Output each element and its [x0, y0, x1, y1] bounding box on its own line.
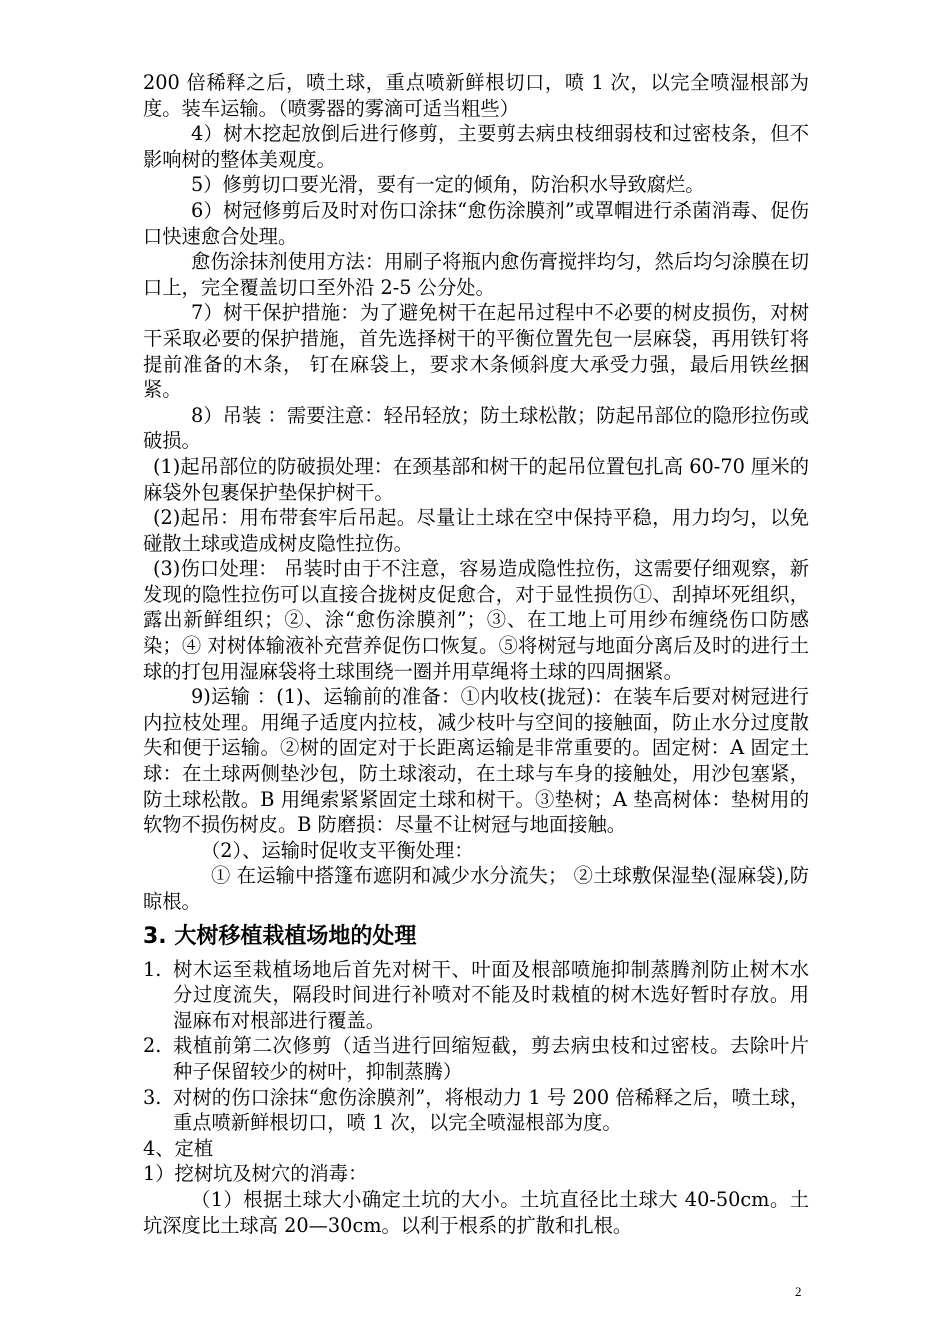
- paragraph: 4、定植: [143, 1136, 214, 1160]
- list-item: [143, 1033, 809, 1084]
- page-number: 2: [795, 1284, 802, 1299]
- list-item-text: 栽植前第二次修剪（适当进行回缩短截，剪去病虫枝和过密枝。去除叶片种子保留较少的树叶，抑制蒸腾）: [173, 1034, 809, 1083]
- list-item-text: 树木运至栽植场地后首先对树干、叶面及根部喷施抑制蒸腾剂防止树木水分过度流失，隔段时间进行补喷对不能及时栽植的树木选好暂时存放。用湿麻布对根部进行覆盖。: [173, 957, 809, 1032]
- page-content: [143, 70, 809, 1238]
- paragraph: (3)伤口处理： 吊装时由于不注意，容易造成隐性拉伤，这需要仔细观察，新发现的隐性拉伤可以直接合拢树皮促愈合，对于显性损伤①、刮掉坏死组织，露出新鲜组织；②、涂“愈伤涂膜剂”；③、在工地上可用纱布缠绕伤口防感染；④ 对树体输液补充营养促伤口恢复。⑤将树冠与地面分离后及时的进行土球的打包用湿麻袋将土球围绕一圈并用草绳将土球的四周捆紧。: [143, 557, 809, 683]
- paragraph: 愈伤涂抹剂使用方法：用刷子将瓶内愈伤膏搅拌均匀，然后均匀涂膜在切口上，完全覆盖切口至外沿 2-5 公分处。: [143, 250, 809, 299]
- paragraph: （2）、运输时促收支平衡处理：: [201, 838, 474, 862]
- paragraph: （1）根据土球大小确定土坑的大小。土坑直径比土球大 40-50cm。土坑深度比土球高 20—30cm。以利于根系的扩散和扎根。: [143, 1187, 809, 1237]
- paragraph: (1)起吊部位的防破损处理：在颈基部和树干的起吊位置包扎高 60-70 厘米的麻袋外包裹保护垫保护树干。: [143, 454, 809, 504]
- paragraph: 7）树干保护措施：为了避免树干在起吊过程中不必要的树皮损伤，对树干采取必要的保护措施，首先选择树干的平衡位置先包一层麻袋，再用铁钉将提前准备的木条， 钉在麻袋上，要求木条倾斜度大承受力强，最后用铁丝捆紧。: [143, 301, 809, 402]
- list-item-number: 3.: [143, 1085, 162, 1109]
- paragraph: 1）挖树坑及树穴的消毒：: [143, 1162, 368, 1186]
- paragraph: 6）树冠修剪后及时对伤口涂抹“愈伤涂膜剂”或罩帽进行杀菌消毒、促伤口快速愈合处理。: [143, 198, 809, 248]
- paragraph: (2)起吊：用布带套牢后吊起。尽量让土球在空中保持平稳，用力均匀，以免碰散土球或造成树皮隐性拉伤。: [143, 506, 809, 555]
- numbered-list: [143, 957, 809, 1136]
- body-text-top: [143, 70, 809, 915]
- list-item-text: 对树的伤口涂抹“愈伤涂膜剂”，将根动力 1 号 200 倍稀释之后，喷土球，重点喷新鲜根切口，喷 1 次，以完全喷湿根部为度。: [173, 1085, 809, 1135]
- list-item-number: 2.: [143, 1034, 162, 1058]
- paragraph: 9)运输 ：(1)、运输前的准备：①内收枝(拢冠)：在装车后要对树冠进行内拉枝处理。用绳子适度内拉枝，减少枝叶与空间的接触面，防止水分过度散失和便于运输。②树的固定对于长距离运输是非常重要的。固定树：A 固定土球：在土球两侧垫沙包，防土球滚动，在土球与车身的接触处，用沙包塞紧，防土球松散。B 用绳索紧紧固定土球和树干。③垫树；A 垫高树体：垫树用的软物不损伤树皮。B 防磨损：尽量不让树冠与地面接触。: [143, 685, 809, 837]
- paragraph: 200 倍稀释之后，喷土球，重点喷新鲜根切口，喷 1 次，以完全喷湿根部为度。装车运输。（喷雾器的雾滴可适当粗些）: [143, 71, 809, 120]
- section-heading: 3. 大树移植栽植场地的处理: [143, 923, 417, 949]
- paragraph: 5）修剪切口要光滑，要有一定的倾角，防治积水导致腐烂。: [191, 173, 705, 197]
- list-item: [143, 957, 809, 1034]
- paragraph: 8）吊装 ：需要注意：轻吊轻放；防土球松散；防起吊部位的隐形拉伤或破损。: [143, 403, 809, 453]
- body-text-bottom: [143, 1136, 809, 1238]
- paragraph: ① 在运输中搭篷布遮阴和减少水分流失； ②土球敷保湿垫(湿麻袋),防晾根。: [143, 864, 809, 913]
- paragraph: 4）树木挖起放倒后进行修剪，主要剪去病虫枝细弱枝和过密枝条，但不影响树的整体美观度。: [143, 122, 809, 171]
- list-item: [143, 1085, 809, 1136]
- list-item-number: 1.: [143, 957, 162, 981]
